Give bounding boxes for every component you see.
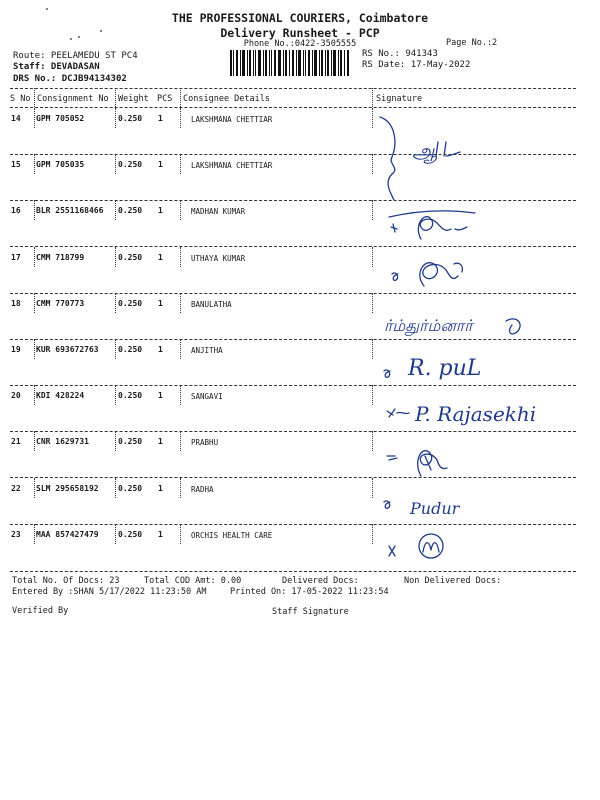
row-consignee: PRABHU: [191, 438, 219, 447]
column-divider: [372, 200, 373, 220]
row-sno: 23: [11, 530, 21, 539]
row-consignee: UTHAYA KUMAR: [191, 254, 246, 263]
row-sno: 14: [11, 114, 21, 123]
column-divider: [372, 385, 373, 405]
row-weight: 0.250: [118, 206, 143, 215]
row-consignment-no: CMM 770773: [36, 299, 85, 308]
column-divider: [34, 247, 35, 267]
signature-row-16: [385, 205, 485, 245]
column-divider: [34, 293, 35, 313]
row-sno: 15: [11, 160, 21, 169]
barcode-icon: [230, 50, 350, 76]
row-pcs: 1: [158, 160, 163, 169]
signature-text: ர்ம்துர்ம்னார்: [384, 316, 473, 335]
row-consignee: LAKSHMANA CHETTIAR: [191, 115, 273, 124]
signature-text: R. puL: [408, 356, 482, 381]
row-consignee: LAKSHMANA CHETTIAR: [191, 161, 273, 170]
column-divider: [115, 431, 116, 451]
row-sno: 16: [11, 206, 21, 215]
signature-text: Pudur: [410, 499, 460, 518]
row-divider: [10, 293, 576, 294]
col-header-sno: S No: [10, 94, 31, 104]
row-sno: 19: [11, 345, 21, 354]
row-consignment-no: GPM 705035: [36, 160, 85, 169]
column-divider: [180, 431, 181, 451]
delivered-docs: Delivered Docs:: [282, 576, 359, 586]
signature-row-21: [385, 440, 475, 480]
col-header-signature: Signature: [376, 94, 423, 104]
col-header-consignment: Consignment No: [37, 94, 109, 104]
non-delivered-docs: Non Delivered Docs:: [404, 576, 502, 586]
row-consignment-no: KUR 693672763: [36, 345, 99, 354]
company-title: THE PROFESSIONAL COURIERS, Coimbatore: [171, 11, 429, 25]
column-divider: [34, 108, 35, 128]
page-number: Page No.:2: [446, 38, 498, 48]
column-divider: [34, 88, 35, 107]
row-weight: 0.250: [118, 345, 143, 354]
column-divider: [34, 524, 35, 544]
column-divider: [180, 478, 181, 498]
row-pcs: 1: [158, 345, 163, 354]
column-divider: [180, 385, 181, 405]
row-consignee: ANJITHA: [191, 346, 223, 355]
rs-number: RS No.: 941343: [362, 49, 438, 59]
row-weight: 0.250: [118, 253, 143, 262]
row-pcs: 1: [158, 206, 163, 215]
column-divider: [180, 339, 181, 359]
total-cod: Total COD Amt: 0.00: [144, 576, 242, 586]
column-divider: [180, 200, 181, 220]
total-docs: Total No. Of Docs: 23: [12, 576, 120, 586]
column-divider: [180, 293, 181, 313]
column-divider: [180, 108, 181, 128]
row-pcs: 1: [158, 484, 163, 493]
col-header-weight: Weight: [118, 94, 149, 104]
row-sno: 22: [11, 484, 21, 493]
row-weight: 0.250: [118, 391, 143, 400]
row-pcs: 1: [158, 530, 163, 539]
column-divider: [372, 339, 373, 359]
column-divider: [115, 200, 116, 220]
row-consignee: ORCHIS HEALTH CARE: [191, 531, 273, 540]
column-divider: [115, 339, 116, 359]
row-consignment-no: GPM 705052: [36, 114, 85, 123]
row-consignee: SANGAVI: [191, 392, 223, 401]
row-pcs: 1: [158, 114, 163, 123]
row-consignment-no: SLM 295658192: [36, 484, 99, 493]
row-weight: 0.250: [118, 114, 143, 123]
column-divider: [34, 154, 35, 174]
table-header-rule: [10, 107, 576, 108]
column-divider: [115, 293, 116, 313]
signature-text: P. Rajasekhi: [415, 402, 537, 426]
col-header-consignee: Consignee Details: [183, 94, 270, 104]
column-divider: [34, 431, 35, 451]
row-sno: 21: [11, 437, 21, 446]
column-divider: [180, 154, 181, 174]
entered-by: Entered By :SHAN 5/17/2022 11:23:50 AM: [12, 587, 207, 597]
column-divider: [372, 247, 373, 267]
column-divider: [115, 247, 116, 267]
column-divider: [34, 385, 35, 405]
drs-number: DRS No.: DCJB94134302: [13, 74, 127, 84]
column-divider: [180, 524, 181, 544]
row-sno: 20: [11, 391, 21, 400]
column-divider: [34, 200, 35, 220]
signature-row-20: [385, 393, 575, 433]
signature-row-14-15: [370, 112, 580, 202]
row-divider: [10, 246, 576, 247]
table-top-rule: [10, 88, 576, 89]
column-divider: [372, 293, 373, 313]
document-title: Delivery Runsheet - PCP: [220, 26, 380, 40]
row-sno: 18: [11, 299, 21, 308]
row-consignment-no: CNR 1629731: [36, 437, 89, 446]
row-consignment-no: BLR 2551168466: [36, 206, 104, 215]
row-divider: [10, 477, 576, 478]
column-divider: [372, 524, 373, 544]
row-consignee: MADHAN KUMAR: [191, 207, 246, 216]
scan-speck: [46, 8, 48, 10]
column-divider: [115, 108, 116, 128]
rs-date: RS Date: 17-May-2022: [362, 60, 471, 70]
signature-row-22: [380, 490, 500, 526]
row-weight: 0.250: [118, 484, 143, 493]
col-header-pcs: PCS: [157, 94, 173, 104]
staff-label: Staff: DEVADASAN: [13, 62, 100, 72]
column-divider: [115, 154, 116, 174]
signature-text: ஆ: [412, 139, 438, 163]
column-divider: [180, 88, 181, 107]
route-label: Route: PEELAMEDU ST PC4: [13, 51, 138, 61]
column-divider: [180, 247, 181, 267]
signature-row-23: [385, 530, 475, 566]
row-pcs: 1: [158, 299, 163, 308]
table-bottom-rule: [10, 571, 576, 572]
row-weight: 0.250: [118, 299, 143, 308]
column-divider: [115, 478, 116, 498]
column-divider: [115, 524, 116, 544]
column-divider: [34, 339, 35, 359]
signature-row-19: [380, 345, 520, 385]
column-divider: [115, 385, 116, 405]
row-pcs: 1: [158, 391, 163, 400]
phone-number: Phone No.:0422-3505555: [243, 39, 357, 49]
column-divider: [34, 478, 35, 498]
signature-row-17: [388, 252, 478, 292]
row-consignment-no: CMM 718799: [36, 253, 85, 262]
row-pcs: 1: [158, 437, 163, 446]
column-divider: [372, 478, 373, 498]
signature-row-18: [380, 305, 540, 345]
column-divider: [372, 431, 373, 451]
row-weight: 0.250: [118, 530, 143, 539]
verified-by: Verified By: [12, 606, 69, 616]
printed-on: Printed On: 17-05-2022 11:23:54: [230, 587, 389, 597]
staff-signature-label: Staff Signature: [272, 607, 349, 617]
row-weight: 0.250: [118, 160, 143, 169]
row-divider: [10, 385, 576, 386]
row-consignee: BANULATHA: [191, 300, 232, 309]
column-divider: [115, 88, 116, 107]
row-consignment-no: MAA 857427479: [36, 530, 99, 539]
row-consignment-no: KDI 428224: [36, 391, 85, 400]
row-consignee: RADHA: [191, 485, 214, 494]
column-divider: [372, 88, 373, 107]
row-sno: 17: [11, 253, 21, 262]
row-weight: 0.250: [118, 437, 143, 446]
row-pcs: 1: [158, 253, 163, 262]
